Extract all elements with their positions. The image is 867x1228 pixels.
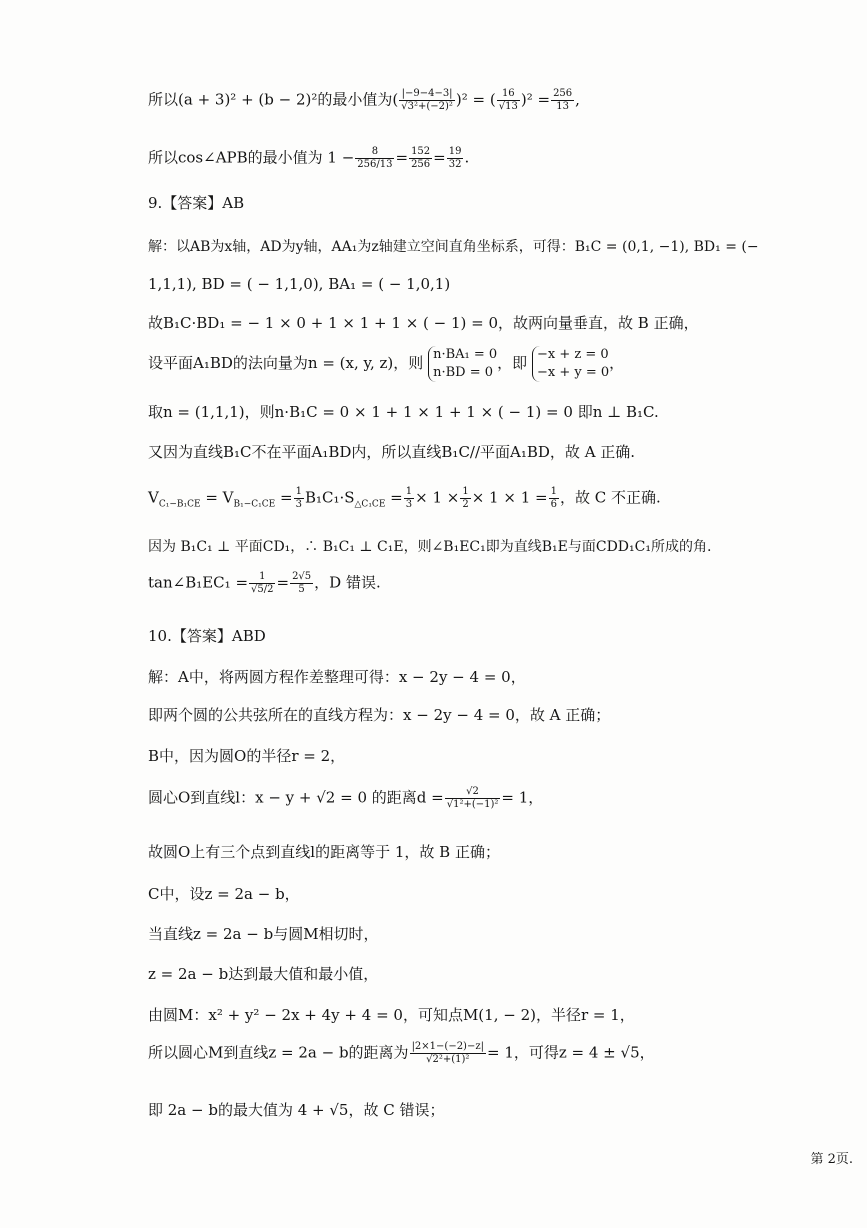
line-coordinate-system: 解：以AB为x轴，AD为y轴，AA₁为z轴建立空间直角坐标系，可得：B₁C = (0,1, −1), BD₁ = (−: [148, 239, 759, 255]
text: × 1 × 1 =: [471, 488, 548, 507]
fraction: [294, 486, 304, 511]
numerator: 1: [550, 486, 557, 497]
line-set-z: C中，设z = 2a − b，: [148, 885, 300, 903]
denominator: 256/13: [357, 159, 393, 170]
numerator: |2×1−(−2)−z|: [411, 1041, 484, 1052]
text: V: [148, 488, 159, 507]
line-angle: 因为 B₁C₁ ⊥ 平面CD₁，∴ B₁C₁ ⊥ C₁E，则∠B₁EC₁即为直线B₁E与面CDD₁C₁所成的角.: [148, 539, 712, 555]
line-tan: [148, 571, 381, 596]
line-parallel: 又因为直线B₁C不在平面A₁BD内，所以直线B₁C//平面A₁BD，故 A 正确.: [148, 443, 636, 461]
equation: −x + y = 0: [536, 365, 610, 380]
answer-10-heading: 10.【答案】ABD: [148, 627, 266, 645]
line-take-n: 取n = (1,1,1)，则n·B₁C = 0 × 1 + 1 × 1 + 1 × ( − 1) = 0 即n ⊥ B₁C.: [148, 403, 659, 421]
numerator: √2: [445, 786, 501, 799]
text: .: [464, 148, 470, 167]
answer-9-heading: 9.【答案】AB: [148, 194, 245, 212]
equation: n·BA₁ = 0: [433, 347, 498, 362]
subscript: C₁−B₁CE: [158, 499, 201, 510]
page-number: 第 2页.: [810, 1152, 853, 1167]
fraction: [355, 146, 394, 171]
numerator: 19: [448, 146, 462, 157]
line-normal-vector: [148, 346, 624, 382]
denominator: 6: [550, 499, 557, 510]
numerator: 2√5: [292, 571, 312, 582]
text: ，即: [497, 354, 528, 372]
text: =: [433, 148, 446, 167]
text: 圆心O到直线l：x − y + √2 = 0 的距离d =: [148, 788, 444, 807]
line-dot-product: 故B₁C·BD₁ = − 1 × 0 + 1 × 1 + 1 × ( − 1) = 0，故两向量垂直，故 B 正确，: [148, 314, 699, 332]
subscript: △C₁CE: [354, 499, 386, 510]
equation: −x + z = 0: [536, 347, 609, 362]
line-distance-l: [148, 786, 543, 811]
numerator: 1: [462, 486, 469, 497]
text: =: [276, 573, 290, 592]
line-tangent: 当直线z = 2a − b与圆M相切时，: [148, 925, 379, 943]
text: )² = (: [455, 90, 496, 109]
denominator: √3²+(−2)²: [401, 101, 453, 112]
subscript: B₁−C₁CE: [233, 499, 276, 510]
text: ，D 错误.: [314, 573, 381, 592]
text: )² =: [520, 90, 551, 109]
denominator: √5/2: [251, 584, 274, 595]
text: B₁C₁·S: [304, 488, 355, 507]
text: 所以(a + 3)² + (b − 2)²的最小值为(: [148, 90, 399, 109]
fraction: [399, 88, 455, 113]
text: =: [395, 148, 409, 167]
numerator: 1: [295, 486, 302, 497]
denominator: 2: [462, 499, 469, 510]
line-cos-min: [148, 146, 469, 171]
fraction: [404, 486, 414, 511]
text: ,: [575, 90, 580, 109]
text: 设平面A₁BD的法向量为n = (x, y, z)，则: [148, 354, 424, 372]
denominator: 32: [448, 159, 462, 170]
denominator: 3: [295, 499, 302, 510]
line-distance-m: [148, 1041, 655, 1066]
line-common-chord: 即两个圆的公共弦所在的直线方程为：x − 2y − 4 = 0，故 A 正确；: [148, 706, 611, 724]
fraction: [447, 146, 464, 171]
fraction: [460, 486, 470, 511]
fraction: [497, 88, 520, 113]
text: ，故 C 不正确.: [559, 488, 661, 507]
fraction: [249, 571, 275, 596]
denominator: √13: [498, 101, 518, 112]
numerator: 1: [405, 486, 413, 497]
denominator: 256: [411, 159, 431, 170]
text: =: [275, 488, 293, 507]
numerator: 1: [249, 571, 275, 584]
denominator: 3: [405, 499, 413, 510]
fraction: [551, 88, 574, 113]
line-vectors: 1,1,1), BD = ( − 1,1,0), BA₁ = ( − 1,0,1): [148, 275, 451, 293]
text: = 1，: [501, 788, 544, 807]
line-radius: B中，因为圆O的半径r = 2，: [148, 747, 346, 765]
fraction: [549, 486, 559, 511]
denominator: √2²+(1)²: [426, 1054, 470, 1065]
numerator: 256: [553, 88, 573, 99]
text: =: [385, 488, 403, 507]
fraction: [445, 786, 501, 811]
numerator: |−9−4−3|: [399, 88, 455, 101]
equation-system: [428, 346, 497, 382]
numerator: 16: [497, 88, 520, 101]
equation-system: [532, 346, 609, 382]
line-volume: [148, 486, 661, 515]
equation: n·BD = 0: [433, 365, 493, 380]
line-extremes: z = 2a − b达到最大值和最小值，: [148, 965, 379, 983]
fraction: [290, 571, 313, 596]
text: = 1，可得z = 4 ± √5，: [486, 1043, 655, 1062]
line-circle-m: 由圆M：x² + y² − 2x + 4y + 4 = 0，可知点M(1, − 2)，半径r = 1，: [148, 1006, 635, 1024]
denominator: √1²+(−1)²: [446, 799, 499, 810]
text: ，: [609, 354, 625, 372]
line-three-points: 故圆O上有三个点到直线l的距离等于 1，故 B 正确；: [148, 843, 500, 861]
numerator: 8: [355, 146, 394, 159]
text: 所以cos∠APB的最小值为 1 −: [148, 148, 355, 167]
text: 所以圆心M到直线z = 2a − b的距离为: [148, 1043, 409, 1062]
text: × 1 ×: [415, 488, 460, 507]
fraction: [409, 146, 432, 171]
line-min-value: [148, 88, 580, 113]
numerator: 152: [411, 146, 431, 157]
text: = V: [200, 488, 234, 507]
denominator: 13: [556, 101, 569, 112]
line-circle-difference: 解：A中，将两圆方程作差整理可得：x − 2y − 4 = 0，: [148, 668, 526, 686]
denominator: 5: [298, 584, 305, 595]
fraction: [410, 1041, 486, 1066]
text: tan∠B₁EC₁ =: [148, 573, 249, 592]
line-max-value: 即 2a − b的最大值为 4 + √5，故 C 错误；: [148, 1101, 445, 1119]
